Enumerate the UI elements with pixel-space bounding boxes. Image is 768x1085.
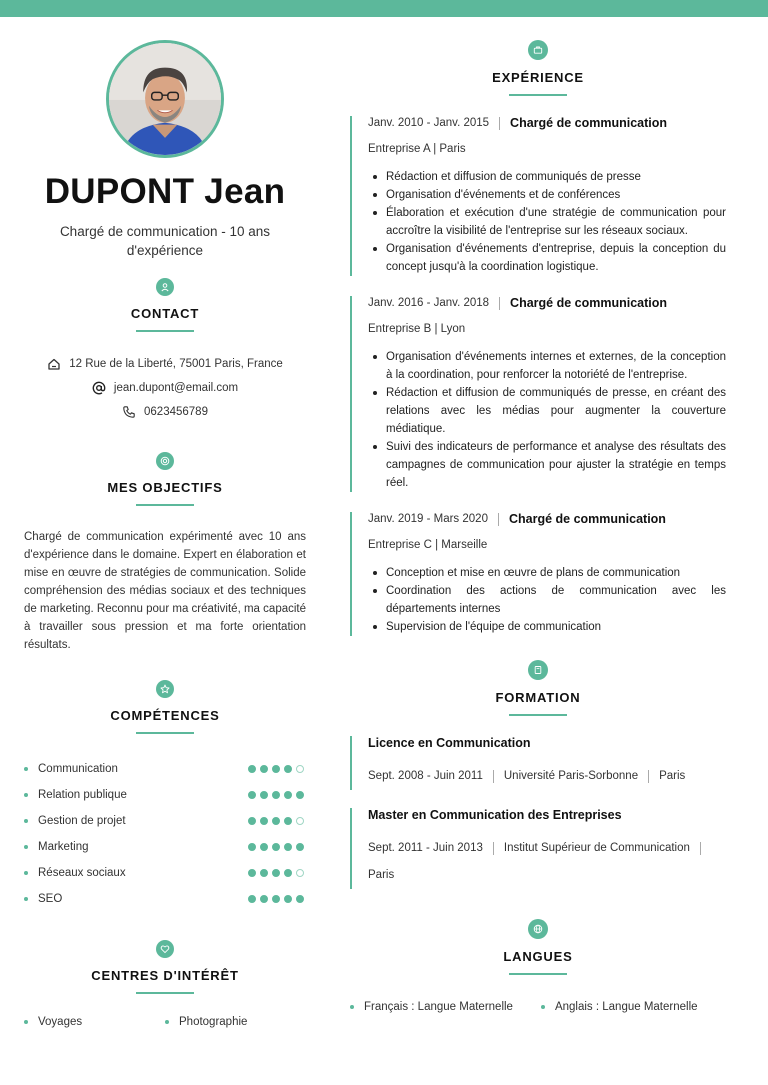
interests-list <box>24 1016 306 1028</box>
rating-dot-filled <box>260 843 268 851</box>
education-city: Paris <box>368 869 395 881</box>
skill-rating <box>248 895 304 903</box>
education-title: FORMATION <box>495 690 581 705</box>
rating-dot-filled <box>284 869 292 877</box>
list-item: Élaboration et exécution d'une stratégie de communication pour accroître la visibilité de l'entreprise sur les réseaux sociaux. <box>368 204 726 240</box>
objectives-section-header <box>24 452 306 506</box>
address-text: 12 Rue de la Liberté, 75001 Paris, France <box>69 358 283 370</box>
experience-bullets <box>368 564 726 636</box>
rating-dot-filled <box>296 791 304 799</box>
home-icon <box>47 357 61 371</box>
book-icon <box>528 660 548 680</box>
separator <box>499 117 500 130</box>
section-underline <box>136 992 194 994</box>
skills-list <box>24 756 306 912</box>
skill-name: Communication <box>38 763 118 775</box>
rating-dot-filled <box>248 817 256 825</box>
separator <box>493 770 494 783</box>
candidate-name: DUPONT Jean <box>44 172 286 211</box>
rating-dot-filled <box>248 895 256 903</box>
profile-photo <box>109 43 221 155</box>
list-item: Organisation d'événements d'entreprise, depuis la conception du concept jusqu'à la coordination logistique. <box>368 240 726 276</box>
rating-dot-filled <box>272 791 280 799</box>
rating-dot-filled <box>284 791 292 799</box>
skill-rating <box>248 791 304 799</box>
education-meta <box>368 835 728 889</box>
section-underline <box>509 973 567 975</box>
list-item: Organisation d'événements et de conférences <box>368 186 726 204</box>
rating-dot-filled <box>260 869 268 877</box>
experience-header <box>368 512 726 526</box>
experience-bullets <box>368 168 726 276</box>
list-item <box>165 1016 306 1028</box>
interest-label: Voyages <box>38 1016 83 1028</box>
list-item: Coordination des actions de communication avec les départements internes <box>368 582 726 618</box>
heart-icon <box>156 940 174 958</box>
email-text[interactable]: jean.dupont@email.com <box>113 382 239 394</box>
skills-section-header <box>24 680 306 734</box>
skill-row <box>24 808 306 834</box>
contact-email[interactable] <box>24 376 306 400</box>
skill-name: Marketing <box>38 841 89 853</box>
rating-dot-filled <box>248 869 256 877</box>
rating-dot-filled <box>296 843 304 851</box>
section-underline <box>136 732 194 734</box>
languages-section-header <box>350 919 726 975</box>
interest-label: Photographie <box>179 1016 248 1028</box>
user-icon <box>156 278 174 296</box>
experience-company: Entreprise B | Lyon <box>368 323 466 335</box>
experience-section-header <box>350 40 726 96</box>
language-label: Anglais : Langue Maternelle <box>554 1001 698 1013</box>
list-item <box>350 1001 513 1013</box>
rating-dot-filled <box>272 869 280 877</box>
skill-row <box>24 860 306 886</box>
contact-phone[interactable] <box>24 400 306 424</box>
contact-title: CONTACT <box>130 306 200 321</box>
separator <box>648 770 649 783</box>
skill-rating <box>248 843 304 851</box>
separator <box>493 842 494 855</box>
education-section-header <box>350 660 726 716</box>
bullet-dot <box>24 871 28 875</box>
list-item: Rédaction et diffusion de communiqués de presse, en créant des relations avec les médias pour augmenter la couverture médiatique. <box>368 384 726 438</box>
top-accent-bar <box>0 0 768 17</box>
experience-role: Chargé de communication <box>508 512 666 526</box>
star-icon <box>156 680 174 698</box>
briefcase-icon <box>528 40 548 60</box>
bullet-dot <box>541 1005 545 1009</box>
rating-dot-filled <box>272 895 280 903</box>
education-city: Paris <box>659 770 686 782</box>
section-underline <box>136 330 194 332</box>
experience-title: EXPÉRIENCE <box>492 70 584 85</box>
separator <box>700 842 701 855</box>
experience-header <box>368 116 726 130</box>
education-item <box>350 736 726 790</box>
experience-header <box>368 296 726 310</box>
rating-dot-filled <box>248 791 256 799</box>
contact-list <box>24 352 306 424</box>
languages-list <box>350 1001 726 1013</box>
rating-dot-empty <box>296 869 304 877</box>
contact-address <box>24 352 306 376</box>
rating-dot-filled <box>272 817 280 825</box>
rating-dot-filled <box>248 843 256 851</box>
skill-name: SEO <box>38 893 63 905</box>
skills-title: COMPÉTENCES <box>110 708 220 723</box>
education-degree: Master en Communication des Entreprises <box>368 808 622 822</box>
interests-title: CENTRES D'INTÉRÊT <box>91 968 239 983</box>
list-item <box>541 1001 698 1013</box>
section-underline <box>136 504 194 506</box>
experience-company: Entreprise C | Marseille <box>368 539 488 551</box>
skill-rating <box>248 817 304 825</box>
language-label: Français : Langue Maternelle <box>364 1001 513 1013</box>
rating-dot-filled <box>260 895 268 903</box>
bullet-dot <box>24 897 28 901</box>
languages-title: LANGUES <box>503 949 573 964</box>
skill-rating <box>248 869 304 877</box>
skill-name: Réseaux sociaux <box>38 867 126 879</box>
section-underline <box>509 714 567 716</box>
globe-icon <box>528 919 548 939</box>
skill-row <box>24 834 306 860</box>
list-item: Suivi des indicateurs de performance et analyse des résultats des campagnes de communication pour ajuster la stratégie en temps réel. <box>368 438 726 492</box>
separator <box>498 513 499 526</box>
education-degree: Licence en Communication <box>368 736 531 750</box>
bullet-dot <box>350 1005 354 1009</box>
list-item: Supervision de l'équipe de communication <box>368 618 726 636</box>
skill-rating <box>248 765 304 773</box>
skill-name: Relation publique <box>38 789 127 801</box>
candidate-subtitle: Chargé de communication - 10 ans d'expérience <box>59 224 271 258</box>
experience-item <box>350 116 726 276</box>
rating-dot-filled <box>272 765 280 773</box>
experience-company: Entreprise A | Paris <box>368 143 466 155</box>
interests-section-header <box>24 940 306 994</box>
bullet-dot <box>165 1020 169 1024</box>
rating-dot-filled <box>248 765 256 773</box>
education-school: Université Paris-Sorbonne <box>503 770 639 782</box>
education-meta <box>368 763 726 790</box>
experience-dates: Janv. 2016 - Janv. 2018 <box>368 297 490 309</box>
rating-dot-filled <box>296 895 304 903</box>
experience-item <box>350 512 726 636</box>
list-item: Organisation d'événements internes et externes, de la conception à la coordination, pour renforcer la notoriété de l'entreprise. <box>368 348 726 384</box>
experience-item <box>350 296 726 492</box>
bullet-dot <box>24 819 28 823</box>
left-column <box>24 40 306 1028</box>
education-school: Institut Supérieur de Communication <box>503 842 690 854</box>
rating-dot-filled <box>260 791 268 799</box>
rating-dot-filled <box>284 843 292 851</box>
bullet-dot <box>24 793 28 797</box>
skill-row <box>24 782 306 808</box>
objectives-text: Chargé de communication expérimenté avec 10 ans d'expérience dans le domaine. Expert en élaboration et mise en œuvre de stratégies de communication. Solide compréhension des médias sociaux et des techniques de marketing. Reconnu pour ma créativité, ma capacité à travailler sous pression et ma forte orientation résultats. <box>24 531 306 651</box>
experience-role: Chargé de communication <box>510 116 668 130</box>
education-item <box>350 808 726 889</box>
rating-dot-empty <box>296 765 304 773</box>
bullet-dot <box>24 1020 28 1024</box>
rating-dot-filled <box>272 843 280 851</box>
bullet-dot <box>24 767 28 771</box>
objectives-title: MES OBJECTIFS <box>107 480 223 495</box>
list-item: Rédaction et diffusion de communiqués de presse <box>368 168 726 186</box>
phone-icon <box>122 405 136 419</box>
skill-row <box>24 886 306 912</box>
rating-dot-filled <box>284 817 292 825</box>
experience-bullets <box>368 348 726 492</box>
at-sign-icon <box>92 381 106 395</box>
rating-dot-filled <box>284 895 292 903</box>
section-underline <box>509 94 567 96</box>
contact-section-header <box>24 278 306 332</box>
list-item: Conception et mise en œuvre de plans de communication <box>368 564 726 582</box>
phone-text[interactable]: 0623456789 <box>144 406 208 418</box>
avatar <box>106 40 224 158</box>
experience-dates: Janv. 2010 - Janv. 2015 <box>368 117 490 129</box>
experience-dates: Janv. 2019 - Mars 2020 <box>368 513 488 525</box>
education-dates: Sept. 2008 - Juin 2011 <box>368 770 483 782</box>
target-icon <box>156 452 174 470</box>
separator <box>499 297 500 310</box>
education-dates: Sept. 2011 - Juin 2013 <box>368 842 483 854</box>
rating-dot-filled <box>284 765 292 773</box>
rating-dot-empty <box>296 817 304 825</box>
experience-role: Chargé de communication <box>510 296 668 310</box>
skill-name: Gestion de projet <box>38 815 126 827</box>
bullet-dot <box>24 845 28 849</box>
rating-dot-filled <box>260 765 268 773</box>
right-column <box>350 40 726 1013</box>
skill-row <box>24 756 306 782</box>
list-item <box>24 1016 165 1028</box>
rating-dot-filled <box>260 817 268 825</box>
